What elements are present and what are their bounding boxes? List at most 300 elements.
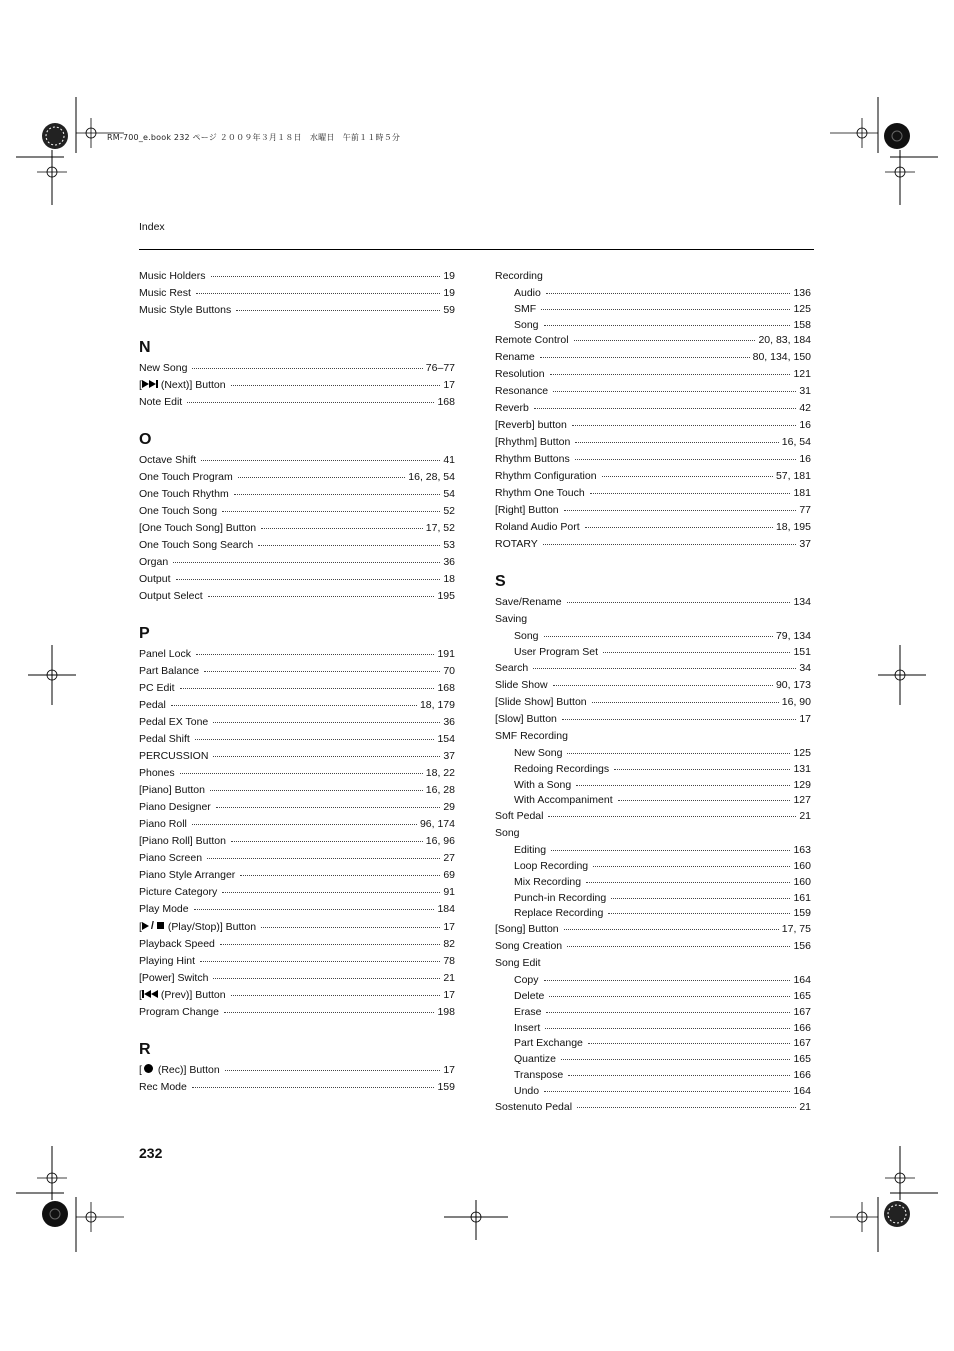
- page-reference: 21: [799, 810, 811, 823]
- leader-dots: [592, 702, 779, 703]
- index-entry: [495, 350, 811, 364]
- leader-dots: [544, 980, 791, 981]
- page-reference: 29: [443, 801, 455, 813]
- running-head: Index: [139, 221, 165, 233]
- index-term: Play Mode: [139, 903, 189, 915]
- page-reference: 78: [443, 955, 455, 967]
- page-reference: 52: [443, 505, 455, 517]
- index-entry: [139, 885, 455, 899]
- leader-dots: [204, 671, 440, 672]
- page-reference: 134: [793, 596, 811, 609]
- leader-dots: [545, 1028, 790, 1029]
- page-reference: 160: [793, 875, 811, 888]
- index-term: Music Style Buttons: [139, 304, 232, 316]
- index-term: Recording: [495, 270, 543, 282]
- index-group-heading: [495, 269, 811, 283]
- index-term: Replace Recording: [514, 907, 604, 920]
- index-entry: [139, 1063, 455, 1077]
- index-subentry: [495, 973, 811, 987]
- page-reference: 77: [799, 504, 811, 517]
- leader-dots: [176, 579, 441, 580]
- index-subentry: [495, 1052, 811, 1066]
- page-reference: 16: [799, 453, 811, 466]
- index-term: User Program Set: [514, 646, 599, 659]
- leader-dots: [602, 476, 773, 477]
- leader-dots: [222, 511, 440, 512]
- leader-dots: [551, 850, 790, 851]
- index-entry: [139, 749, 455, 763]
- leader-dots: [550, 374, 791, 375]
- index-term: Rename: [495, 351, 535, 364]
- index-term: [Reverb] button: [495, 419, 567, 432]
- term-text: (Rec)] Button: [154, 1064, 220, 1076]
- leader-dots: [224, 1012, 435, 1013]
- rec-icon: [142, 1064, 155, 1074]
- index-entry: [139, 453, 455, 467]
- index-entry: [495, 486, 811, 500]
- index-term: [Piano] Button: [139, 784, 205, 796]
- index-entry: [139, 971, 455, 985]
- bracket: [: [139, 379, 142, 391]
- page-reference: 166: [793, 1021, 811, 1034]
- bracket: [: [139, 921, 142, 933]
- leader-dots: [575, 442, 779, 443]
- index-term: Search: [495, 661, 529, 674]
- page-reference: 159: [793, 907, 811, 920]
- index-entry: [139, 1080, 455, 1094]
- page-reference: 159: [437, 1081, 455, 1093]
- page-reference: 166: [793, 1068, 811, 1081]
- index-group-heading: [495, 826, 811, 840]
- index-entry: [139, 851, 455, 865]
- index-term: Editing: [514, 844, 547, 857]
- page-reference: 125: [793, 302, 811, 315]
- leader-dots: [611, 898, 790, 899]
- term-text: (Play/Stop)] Button: [164, 921, 257, 933]
- index-entry: [139, 698, 455, 712]
- index-group-heading: [495, 612, 811, 626]
- index-entry: [139, 919, 455, 934]
- leader-dots: [234, 494, 441, 495]
- index-letter-heading: N: [139, 339, 151, 356]
- leader-dots: [192, 824, 417, 825]
- page-reference: 160: [793, 859, 811, 872]
- index-term: One Touch Song: [139, 505, 218, 517]
- leader-dots: [220, 944, 440, 945]
- index-term: [Slow] Button: [495, 712, 557, 725]
- page-reference: 69: [443, 869, 455, 881]
- index-entry: [139, 555, 455, 569]
- page-reference: 136: [793, 287, 811, 299]
- leader-dots: [171, 705, 417, 706]
- page-reference: 165: [793, 1053, 811, 1066]
- leader-dots: [196, 293, 440, 294]
- leader-dots: [231, 841, 423, 842]
- page-reference: 16: [799, 419, 811, 432]
- next-icon: [142, 380, 158, 388]
- leader-dots: [213, 978, 440, 979]
- index-subentry: [495, 1005, 811, 1019]
- leader-dots: [207, 858, 440, 859]
- page-reference: 17: [443, 1064, 455, 1076]
- page-reference: 42: [799, 402, 811, 415]
- index-entry: [139, 395, 455, 409]
- index-entry: [495, 503, 811, 517]
- index-entry: [139, 868, 455, 882]
- index-entry: [495, 418, 811, 432]
- index-subentry: [495, 843, 811, 857]
- page-reference: 167: [793, 1005, 811, 1018]
- page-reference: 27: [443, 852, 455, 864]
- index-entry: [139, 572, 455, 586]
- page-reference: 80, 134, 150: [752, 351, 811, 364]
- page-reference: 96, 174: [419, 818, 455, 830]
- leader-dots: [586, 882, 790, 883]
- page-reference: 191: [437, 648, 455, 660]
- index-term: [Power] Switch: [139, 972, 209, 984]
- page-reference: 21: [799, 1100, 811, 1113]
- index-term: Rhythm Buttons: [495, 453, 570, 466]
- index-entry: [495, 922, 811, 936]
- page-reference: 184: [437, 903, 455, 915]
- index-subentry: [495, 1084, 811, 1098]
- index-entry: [139, 902, 455, 916]
- index-entry: [495, 384, 811, 398]
- index-term: Audio: [514, 287, 541, 299]
- index-term: Output Select: [139, 590, 203, 602]
- index-term: [Rhythm] Button: [495, 436, 571, 449]
- index-term: Song: [495, 827, 520, 840]
- leader-dots: [577, 1107, 796, 1108]
- index-entry: [139, 834, 455, 848]
- index-term: Playback Speed: [139, 938, 215, 950]
- leader-dots: [200, 961, 440, 962]
- index-term: Save/Rename: [495, 596, 562, 609]
- index-entry: [139, 800, 455, 814]
- leader-dots: [546, 1012, 790, 1013]
- index-term: Slide Show: [495, 678, 548, 691]
- term-text: (Prev)] Button: [157, 989, 226, 1001]
- page-reference: 59: [443, 304, 455, 316]
- leader-dots: [222, 892, 440, 893]
- index-entry: [139, 589, 455, 603]
- index-subentry: [495, 778, 811, 792]
- leader-dots: [210, 790, 423, 791]
- index-entry: [139, 681, 455, 695]
- index-term: Reverb: [495, 402, 529, 415]
- leader-dots: [541, 309, 790, 310]
- leader-dots: [574, 340, 756, 341]
- leader-dots: [192, 368, 422, 369]
- index-term: Piano Roll: [139, 818, 187, 830]
- index-term: [Song] Button: [495, 923, 559, 936]
- page-reference: 181: [793, 487, 811, 500]
- index-term: Pedal: [139, 699, 166, 711]
- page-reference: 161: [793, 891, 811, 904]
- leader-dots: [576, 785, 790, 786]
- index-subentry: [495, 302, 811, 316]
- index-entry: [139, 783, 455, 797]
- bracket: [: [139, 989, 142, 1001]
- index-term: New Song: [139, 362, 188, 374]
- index-entry: [139, 504, 455, 518]
- index-term: Program Change: [139, 1006, 219, 1018]
- page-reference: 127: [793, 794, 811, 807]
- leader-dots: [572, 425, 797, 426]
- leader-dots: [544, 1091, 790, 1092]
- index-subentry: [495, 793, 811, 807]
- print-header: RM-700_e.book 232 ページ ２００９年３月１８日 水曜日 午前１１時５分: [107, 133, 401, 142]
- page-reference: 54: [443, 488, 455, 500]
- index-entry: [139, 470, 455, 484]
- leader-dots: [553, 391, 796, 392]
- index-term: ROTARY: [495, 538, 538, 551]
- index-entry: [139, 715, 455, 729]
- leader-dots: [593, 866, 790, 867]
- index-entry: [495, 1100, 811, 1114]
- page-number: 232: [139, 1145, 163, 1161]
- leader-dots: [231, 385, 441, 386]
- page-reference: 18: [443, 573, 455, 585]
- page-reference: 167: [793, 1037, 811, 1050]
- index-term: PC Edit: [139, 682, 175, 694]
- page-reference: 91: [443, 886, 455, 898]
- leader-dots: [588, 1043, 791, 1044]
- index-term: Song Creation: [495, 940, 563, 953]
- index-subentry: [495, 891, 811, 905]
- leader-dots: [575, 459, 797, 460]
- leader-dots: [240, 875, 440, 876]
- index-subentry: [495, 629, 811, 643]
- index-term: Transpose: [514, 1068, 564, 1081]
- play-stop-icon: /: [142, 919, 165, 933]
- index-term: Phones: [139, 767, 175, 779]
- leader-dots: [614, 769, 790, 770]
- page-reference: 76–77: [425, 362, 455, 374]
- page-reference: 154: [437, 733, 455, 745]
- index-term: Soft Pedal: [495, 810, 544, 823]
- index-subentry: [495, 1068, 811, 1082]
- page-reference: 121: [793, 368, 811, 381]
- index-entry: [139, 521, 455, 535]
- page-reference: 163: [793, 844, 811, 857]
- index-entry: [495, 469, 811, 483]
- leader-dots: [562, 719, 796, 720]
- index-subentry: [495, 1021, 811, 1035]
- page-reference: 165: [793, 989, 811, 1002]
- index-subentry: [495, 859, 811, 873]
- index-entry: [139, 538, 455, 552]
- index-entry: [495, 537, 811, 551]
- page-reference: 53: [443, 539, 455, 551]
- page-reference: 17: [799, 712, 811, 725]
- index-letter-heading: S: [495, 573, 506, 591]
- page-reference: 19: [443, 270, 455, 282]
- leader-dots: [549, 996, 790, 997]
- leader-dots: [261, 927, 440, 928]
- index-term: Part Balance: [139, 665, 200, 677]
- page-reference: 36: [443, 556, 455, 568]
- index-term: Rhythm One Touch: [495, 487, 585, 500]
- header-rule: [139, 249, 814, 250]
- index-entry: [495, 695, 811, 709]
- leader-dots: [261, 528, 423, 529]
- page-reference: 20, 83, 184: [758, 334, 811, 347]
- index-term: Delete: [514, 989, 545, 1002]
- index-term: Redoing Recordings: [514, 762, 610, 775]
- index-entry: [495, 435, 811, 449]
- index-entry: [139, 286, 455, 300]
- page-reference: 156: [793, 940, 811, 953]
- index-subentry: [495, 989, 811, 1003]
- index-term: Resolution: [495, 368, 545, 381]
- leader-dots: [194, 909, 435, 910]
- index-entry: [139, 664, 455, 678]
- index-entry: [139, 487, 455, 501]
- index-term: [Right] Button: [495, 504, 559, 517]
- page-reference: 18, 22: [425, 767, 455, 779]
- leader-dots: [540, 357, 750, 358]
- page-reference: 57, 181: [775, 470, 811, 483]
- page-reference: 198: [437, 1006, 455, 1018]
- leader-dots: [561, 1059, 790, 1060]
- index-term: Loop Recording: [514, 859, 589, 872]
- leader-dots: [553, 685, 773, 686]
- leader-dots: [548, 816, 796, 817]
- index-column-right: [495, 269, 811, 1117]
- index-term: Song Edit: [495, 957, 541, 970]
- index-letter-heading: O: [139, 431, 152, 448]
- page-reference: 151: [793, 646, 811, 659]
- leader-dots: [567, 946, 790, 947]
- index-subentry: [495, 318, 811, 332]
- page-reference: 82: [443, 938, 455, 950]
- index-term: One Touch Song Search: [139, 539, 254, 551]
- index-term: Insert: [514, 1021, 541, 1034]
- index-term: Roland Audio Port: [495, 521, 580, 534]
- index-entry: [139, 937, 455, 951]
- index-subentry: [495, 1036, 811, 1050]
- index-term: Piano Style Arranger: [139, 869, 236, 881]
- index-term: [Slide Show] Button: [495, 695, 587, 708]
- leader-dots: [238, 477, 406, 478]
- leader-dots: [187, 402, 434, 403]
- page-reference: 41: [443, 454, 455, 466]
- bracket: [: [139, 1064, 142, 1076]
- page-reference: 17, 75: [781, 923, 811, 936]
- leader-dots: [211, 276, 441, 277]
- leader-dots: [603, 652, 790, 653]
- index-term: Mix Recording: [514, 875, 582, 888]
- index-term: [139, 378, 226, 392]
- index-subentry: [495, 746, 811, 760]
- page-reference: 31: [799, 385, 811, 398]
- index-column-left: [139, 269, 455, 1097]
- index-subentry: [495, 906, 811, 920]
- leader-dots: [568, 1075, 790, 1076]
- leader-dots: [195, 739, 435, 740]
- index-letter-heading: P: [139, 625, 150, 642]
- index-term: PERCUSSION: [139, 750, 209, 762]
- index-entry: [139, 817, 455, 831]
- page-reference: 19: [443, 287, 455, 299]
- index-term: SMF Recording: [495, 729, 568, 742]
- leader-dots: [192, 1087, 435, 1088]
- term-text: (Next)] Button: [157, 379, 226, 391]
- index-term: Pedal Shift: [139, 733, 190, 745]
- leader-dots: [173, 562, 440, 563]
- leader-dots: [180, 773, 423, 774]
- page-reference: 34: [799, 661, 811, 674]
- index-term: Sostenuto Pedal: [495, 1100, 573, 1113]
- leader-dots: [213, 756, 440, 757]
- index-entry: [495, 678, 811, 692]
- index-term: Part Exchange: [514, 1037, 583, 1050]
- index-entry: [495, 712, 811, 726]
- index-term: Rec Mode: [139, 1081, 187, 1093]
- page-reference: 90, 173: [775, 678, 811, 691]
- index-term: Playing Hint: [139, 955, 196, 967]
- leader-dots: [608, 913, 790, 914]
- index-term: With a Song: [514, 778, 572, 791]
- page-reference: 195: [437, 590, 455, 602]
- leader-dots: [618, 800, 791, 801]
- index-term: Song: [514, 318, 539, 331]
- page-reference: 16, 96: [425, 835, 455, 847]
- index-subentry: [495, 875, 811, 889]
- leader-dots: [564, 510, 797, 511]
- index-term: Octave Shift: [139, 454, 197, 466]
- index-term: Picture Category: [139, 886, 218, 898]
- leader-dots: [546, 293, 791, 294]
- leader-dots: [201, 460, 440, 461]
- index-entry: [139, 647, 455, 661]
- index-term: Pedal EX Tone: [139, 716, 209, 728]
- leader-dots: [544, 636, 773, 637]
- index-term: Undo: [514, 1084, 540, 1097]
- leader-dots: [590, 493, 791, 494]
- index-term: Panel Lock: [139, 648, 191, 660]
- index-entry: [139, 732, 455, 746]
- index-term: Organ: [139, 556, 169, 568]
- page-reference: 36: [443, 716, 455, 728]
- index-term: Saving: [495, 613, 528, 626]
- index-entry: [139, 766, 455, 780]
- leader-dots: [534, 408, 796, 409]
- page-reference: 129: [793, 778, 811, 791]
- index-group-heading: [495, 729, 811, 743]
- index-term: Copy: [514, 974, 539, 987]
- index-entry: [139, 361, 455, 375]
- index-entry: [495, 367, 811, 381]
- leader-dots: [567, 753, 790, 754]
- index-term: SMF: [514, 302, 537, 315]
- leader-dots: [231, 995, 441, 996]
- index-term: Output: [139, 573, 171, 585]
- index-term: Music Rest: [139, 287, 191, 299]
- index-term: New Song: [514, 746, 563, 759]
- page-reference: 168: [437, 682, 455, 694]
- index-term: Rhythm Configuration: [495, 470, 597, 483]
- index-entry: [495, 401, 811, 415]
- page-reference: 16, 54: [781, 436, 811, 449]
- index-term: [One Touch Song] Button: [139, 522, 257, 534]
- page-reference: 16, 28, 54: [408, 471, 455, 483]
- index-term: [139, 1063, 220, 1077]
- page-reference: 37: [799, 538, 811, 551]
- leader-dots: [543, 544, 797, 545]
- page-reference: 70: [443, 665, 455, 677]
